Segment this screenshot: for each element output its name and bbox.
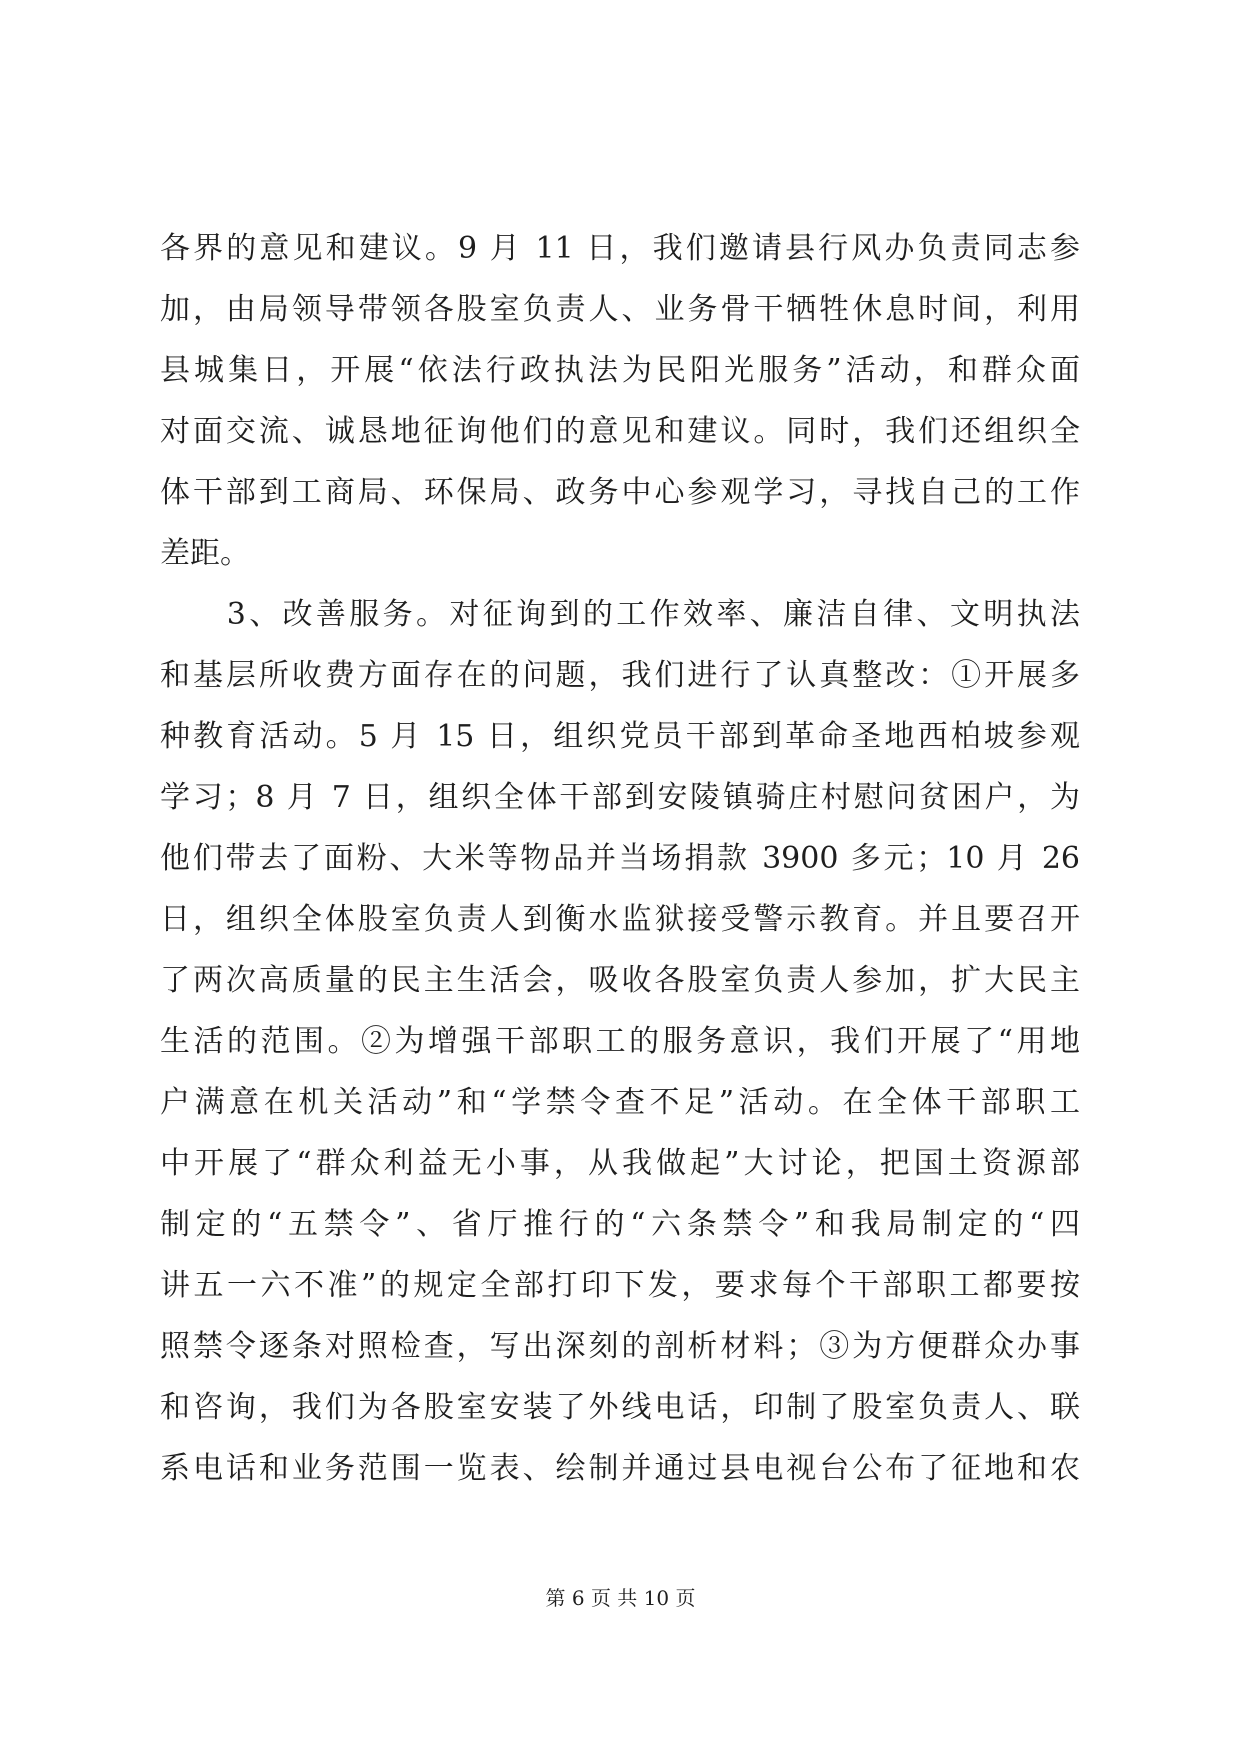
text-line: 他们带去了面粉、大米等物品并当场捐款 3900 多元；10 月 26 — [160, 841, 1080, 876]
text-line: 户满意在机关活动”和“学禁令查不足”活动。在全体干部职工 — [160, 1085, 1080, 1120]
text-line: 差距。 — [160, 536, 250, 571]
text-line: 加，由局领导带领各股室负责人、业务骨干牺牲休息时间，利用 — [160, 292, 1080, 327]
text-line: 和基层所收费方面存在的问题，我们进行了认真整改：①开展多 — [160, 658, 1080, 693]
page-number-footer: 第 6 页 共 10 页 — [545, 1586, 696, 1610]
text-line: 和咨询，我们为各股室安装了外线电话，印制了股室负责人、联 — [160, 1390, 1080, 1425]
text-line: 生活的范围。②为增强干部职工的服务意识，我们开展了“用地 — [160, 1024, 1080, 1059]
text-line: 日，组织全体股室负责人到衡水监狱接受警示教育。并且要召开 — [160, 902, 1080, 937]
text-line: 照禁令逐条对照检查，写出深刻的剖析材料；③为方便群众办事 — [160, 1329, 1080, 1364]
text-line: 讲五一六不准”的规定全部打印下发，要求每个干部职工都要按 — [160, 1268, 1080, 1303]
text-line: 中开展了“群众利益无小事，从我做起”大讨论，把国土资源部 — [160, 1146, 1080, 1181]
text-line: 体干部到工商局、环保局、政务中心参观学习，寻找自己的工作 — [160, 475, 1080, 510]
text-line: 系电话和业务范围一览表、绘制并通过县电视台公布了征地和农 — [160, 1451, 1080, 1486]
text-line: 学习；8 月 7 日，组织全体干部到安陵镇骑庄村慰问贫困户，为 — [160, 780, 1080, 815]
text-line: 制定的“五禁令”、省厅推行的“六条禁令”和我局制定的“四 — [160, 1207, 1080, 1242]
text-line: 3、改善服务。对征询到的工作效率、廉洁自律、文明执法 — [160, 597, 1080, 632]
body-text — [160, 218, 1080, 1499]
text-line: 了两次高质量的民主生活会，吸收各股室负责人参加，扩大民主 — [160, 963, 1080, 998]
text-line: 种教育活动。5 月 15 日，组织党员干部到革命圣地西柏坡参观 — [160, 719, 1080, 754]
text-line: 各界的意见和建议。9 月 11 日，我们邀请县行风办负责同志参 — [160, 231, 1080, 266]
text-line: 县城集日，开展“依法行政执法为民阳光服务”活动，和群众面 — [160, 353, 1080, 388]
text-line: 对面交流、诚恳地征询他们的意见和建议。同时，我们还组织全 — [160, 414, 1080, 449]
